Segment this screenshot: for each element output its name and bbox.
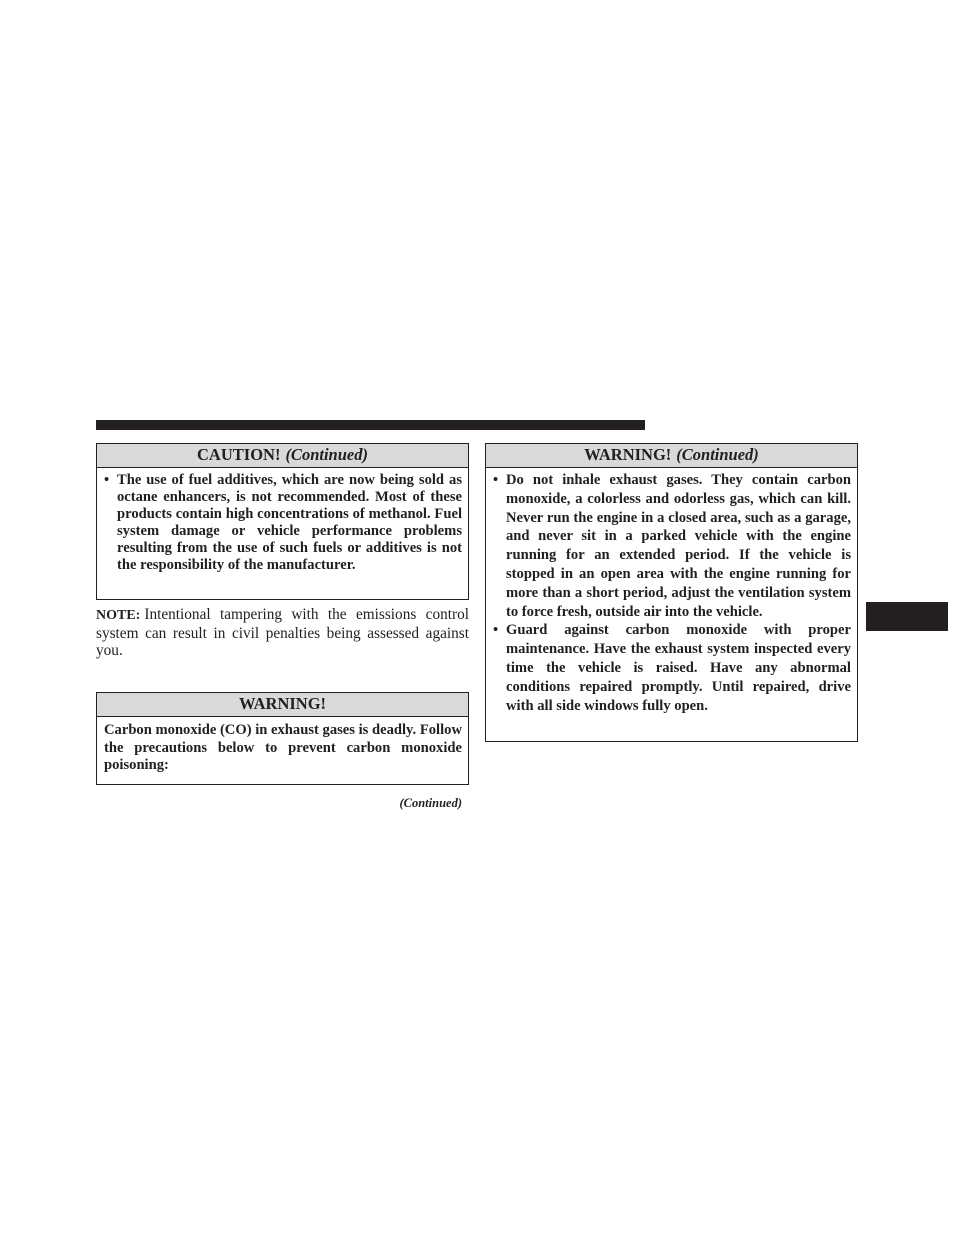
warning-continued-bullets	[493, 471, 851, 715]
caution-bullet: • The use of fuel additives, which are now being sold as octane enhancers, is not recommended. Most of these products contain high concentrations of methanol. Fuel system damage or vehicle performance problems resulting from the use of such fuels or additives is not the responsibility of the manufacturer.	[104, 472, 462, 574]
warning-continued-body	[486, 468, 857, 721]
warning-bullet-exhaust: • Do not inhale exhaust gases. They contain carbon monoxide, a colorless and odorless gas, which can kill. Never run the engine in a closed area, such as a garage, and never sit in a parked vehicle with the engine running for an extended period. If the vehicle is stopped in an open area with the engine running for more than a short period, adjust the ventilation system to force fresh, outside air into the vehicle.	[493, 471, 851, 621]
caution-title: CAUTION!	[197, 445, 281, 464]
warning-title: WARNING!	[238, 694, 327, 713]
caution-box	[96, 443, 469, 600]
caution-body	[97, 468, 468, 580]
warning-body: Carbon monoxide (CO) in exhaust gases is deadly. Follow the precautions below to prevent carbon monoxide poisoning:	[104, 722, 462, 773]
continued-footer: (Continued)	[399, 796, 462, 810]
note-paragraph	[96, 606, 469, 660]
warning-continued-label: (Continued)	[676, 445, 759, 464]
note-label: NOTE:	[96, 608, 141, 623]
top-rule	[96, 420, 645, 430]
warning-header	[97, 693, 468, 717]
note-text: Intentional tampering with the emissions control system can result in civil penalties being assessed against you.	[96, 606, 469, 659]
warning-continued-title: WARNING!	[584, 445, 672, 464]
caution-header	[97, 444, 468, 468]
warning-continued-header	[486, 444, 857, 468]
warning-box	[96, 692, 469, 785]
warning-bullet-maintenance: • Guard against carbon monoxide with proper maintenance. Have the exhaust system inspected every time the vehicle is raised. Have any abnormal conditions repaired promptly. Until repaired, drive with all side windows fully open.	[493, 621, 851, 715]
warning-continued-box	[485, 443, 858, 742]
caution-bullets	[104, 472, 462, 574]
chapter-tab	[866, 602, 948, 631]
caution-continued: (Continued)	[285, 445, 368, 464]
